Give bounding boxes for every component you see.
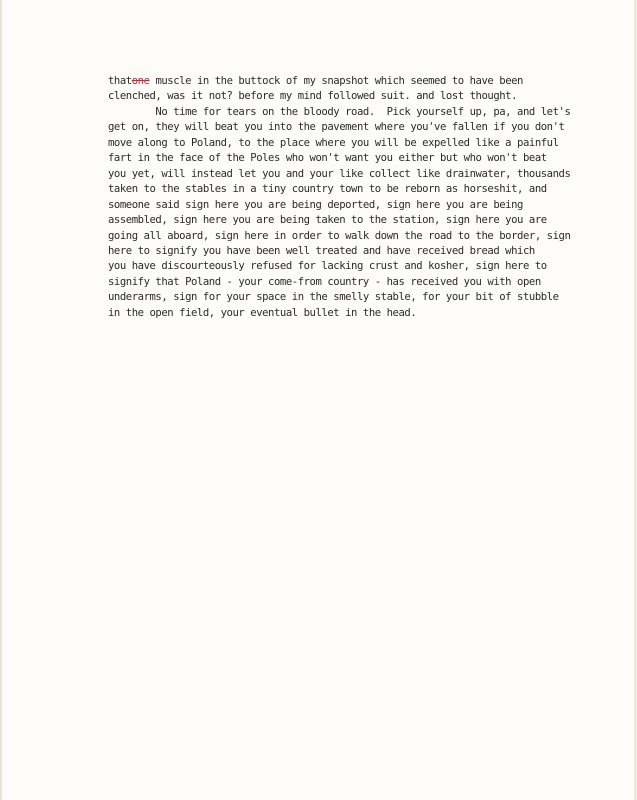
text-line-8: taken to the stables in a tiny country town to be reborn as horseshit, and — [108, 183, 547, 196]
text-line-2: clenched, was it not? before my mind followed suit. and lost thought. — [108, 90, 518, 103]
text-line-1 — [108, 74, 548, 89]
text-line-7: you yet, will instead let you and your like collect like drainwater, thousands — [108, 167, 571, 180]
struck-word: one — [131, 75, 150, 87]
line-1-after: muscle in the buttock of my snapshot which seemed to have been — [149, 75, 523, 87]
text-line-10: assembled, sign here you are being taken to the station, sign here you are — [108, 214, 547, 227]
body-text — [108, 74, 571, 321]
text-line-15: underarms, sign for your space in the smelly stable, for your bit of stubble — [108, 291, 559, 304]
text-line-11: going all aboard, sign here in order to walk down the road to the border, sign — [108, 229, 571, 242]
text-line-9: someone said sign here you are being deported, sign here you are being — [108, 198, 523, 211]
text-line-4: get on, they will beat you into the pavement where you've fallen if you don't — [108, 121, 565, 134]
line-1-before: that — [108, 75, 132, 87]
page-left-edge — [0, 0, 2, 800]
text-line-14: signify that Poland - your come-from country - has received you with open — [108, 275, 541, 288]
text-line-5: move along to Poland, to the place where you will be expelled like a painful — [108, 136, 559, 149]
text-line-13: you have discourteously refused for lacking crust and kosher, sign here to — [108, 260, 547, 273]
text-line-3: No time for tears on the bloody road. Pick yourself up, pa, and let's — [108, 105, 571, 118]
text-line-16: in the open field, your eventual bullet in the head. — [108, 306, 417, 319]
text-line-6: fart in the face of the Poles who won't want you either but who won't beat — [108, 152, 547, 165]
text-line-12: here to signify you have been well treated and have received bread which — [108, 244, 535, 257]
